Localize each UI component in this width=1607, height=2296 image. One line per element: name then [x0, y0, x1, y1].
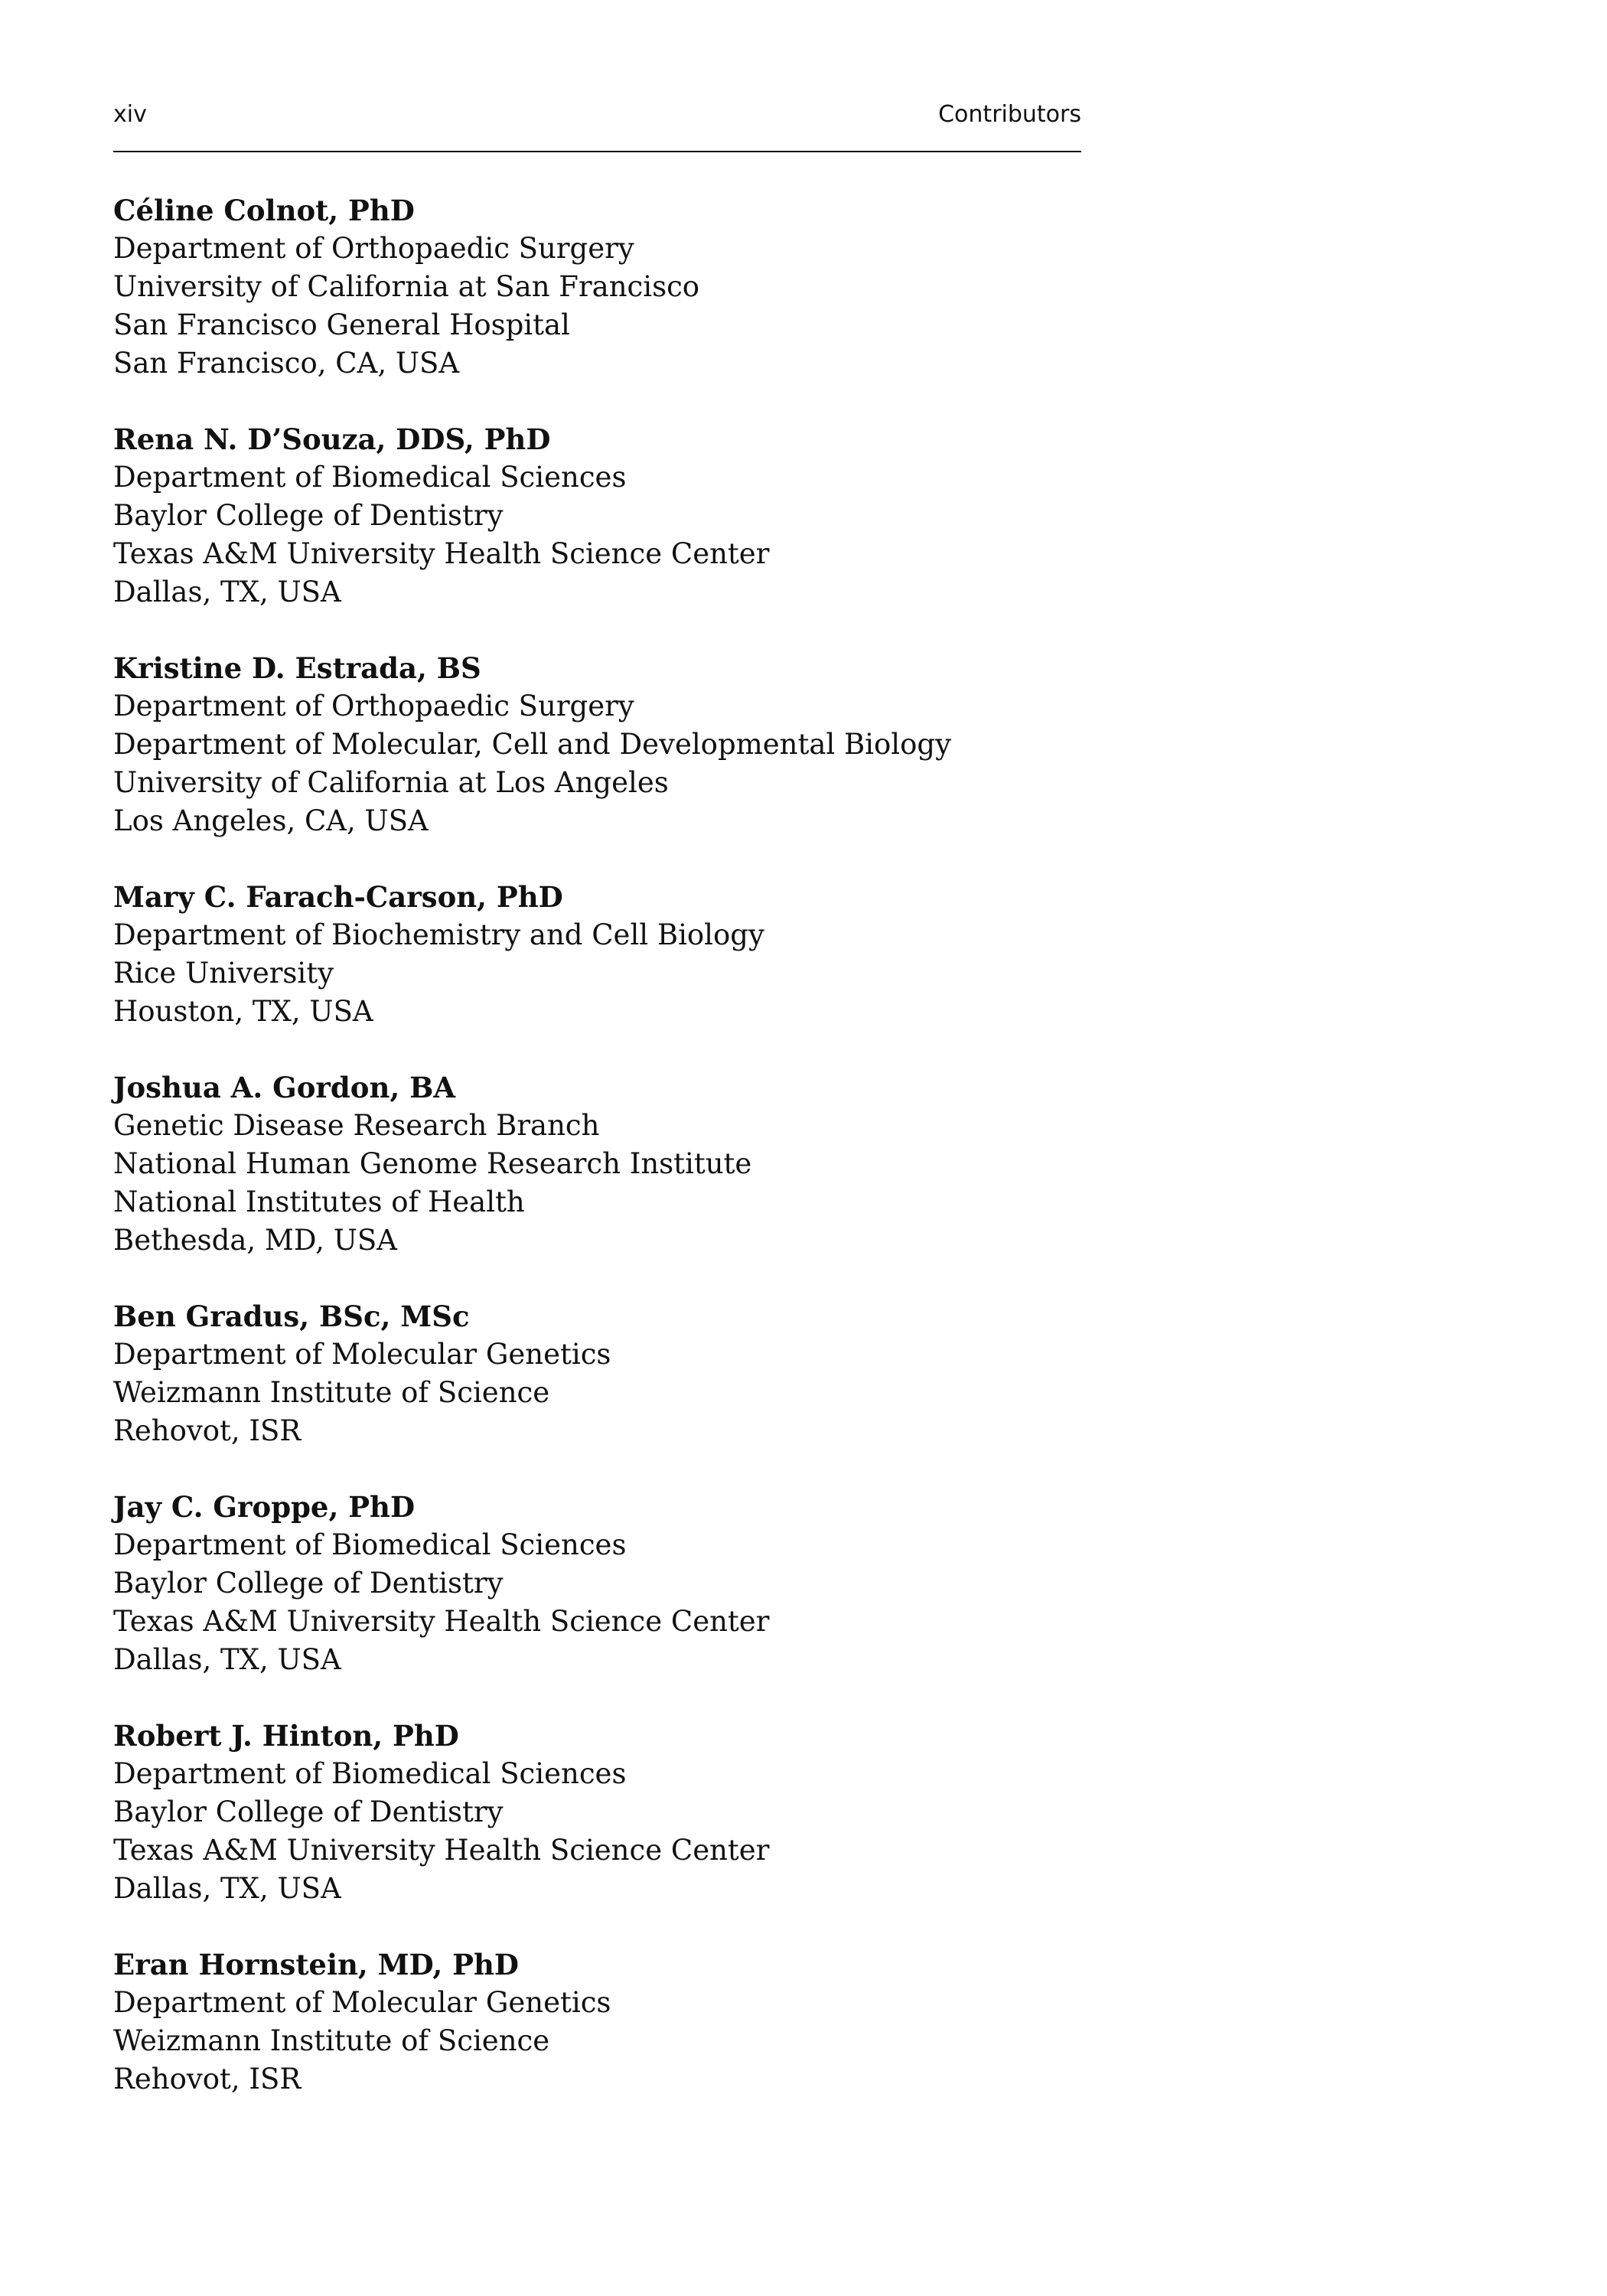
affiliation-line: Department of Molecular Genetics [113, 1338, 611, 1371]
affiliation-line: Los Angeles, CA, USA [113, 804, 429, 837]
affiliation-line: Bethesda, MD, USA [113, 1224, 397, 1257]
contributor-name: Jay C. Groppe, PhD [113, 1490, 416, 1524]
affiliation-line: Dallas, TX, USA [113, 1643, 341, 1676]
contributor-list [113, 191, 1108, 2136]
affiliation-line: Genetic Disease Research Branch [113, 1109, 600, 1142]
contributor-name: Ben Gradus, BSc, MSc [113, 1300, 470, 1333]
affiliation-line: Dallas, TX, USA [113, 576, 341, 608]
affiliation-line: National Human Genome Research Institute [113, 1147, 752, 1180]
contributor-name: Mary C. Farach-Carson, PhD [113, 880, 563, 914]
contributor-entry [113, 420, 1108, 612]
running-title: Contributors [938, 101, 1081, 128]
affiliation-line: Rehovot, ISR [113, 1414, 302, 1447]
affiliation-line: Dallas, TX, USA [113, 1872, 341, 1905]
affiliation-line: Houston, TX, USA [113, 995, 373, 1028]
affiliation-line: University of California at San Francisco [113, 270, 700, 303]
page-number: xiv [113, 101, 147, 128]
affiliation-line: Department of Biomedical Sciences [113, 461, 627, 494]
affiliation-line: Department of Orthopaedic Surgery [113, 232, 634, 265]
header-rule [113, 151, 1081, 152]
contributor-name: Céline Colnot, PhD [113, 194, 415, 227]
affiliation-line: Department of Biomedical Sciences [113, 1528, 627, 1561]
contributor-entry [113, 191, 1108, 383]
affiliation-line: University of California at Los Angeles [113, 766, 669, 799]
affiliation-line: Department of Orthopaedic Surgery [113, 690, 634, 722]
contributor-name: Eran Hornstein, MD, PhD [113, 1948, 519, 1981]
affiliation-line: National Institutes of Health [113, 1186, 525, 1218]
affiliation-line: Department of Biochemistry and Cell Biology [113, 918, 764, 951]
affiliation-line: Department of Molecular Genetics [113, 1986, 611, 2019]
contributor-entry [113, 1068, 1108, 1260]
contributor-entry [113, 1488, 1108, 1679]
contributor-name: Kristine D. Estrada, BS [113, 651, 481, 685]
contributor-entry [113, 1945, 1108, 2099]
contributor-name: Robert J. Hinton, PhD [113, 1719, 459, 1753]
affiliation-line: Baylor College of Dentistry [113, 499, 504, 532]
contributor-name: Rena N. D’Souza, DDS, PhD [113, 422, 551, 456]
affiliation-line: Texas A&M University Health Science Center [113, 537, 770, 570]
affiliation-line: Baylor College of Dentistry [113, 1567, 504, 1600]
affiliation-line: Department of Biomedical Sciences [113, 1757, 627, 1790]
affiliation-line: Department of Molecular, Cell and Developmental Biology [113, 728, 951, 761]
affiliation-line: Weizmann Institute of Science [113, 1376, 550, 1409]
contributor-entry [113, 649, 1108, 840]
affiliation-line: Baylor College of Dentistry [113, 1795, 504, 1828]
affiliation-line: Texas A&M University Health Science Center [113, 1605, 770, 1638]
affiliation-line: Rehovot, ISR [113, 2063, 302, 2095]
contributor-entry [113, 878, 1108, 1031]
affiliation-line: San Francisco, CA, USA [113, 347, 460, 380]
affiliation-line: Weizmann Institute of Science [113, 2024, 550, 2057]
contributor-entry [113, 1297, 1108, 1450]
affiliation-line: Rice University [113, 957, 334, 990]
contributor-name: Joshua A. Gordon, BA [113, 1071, 456, 1104]
affiliation-line: San Francisco General Hospital [113, 308, 570, 341]
page-header [113, 98, 1081, 132]
affiliation-line: Texas A&M University Health Science Center [113, 1834, 770, 1867]
contributor-entry [113, 1717, 1108, 1908]
